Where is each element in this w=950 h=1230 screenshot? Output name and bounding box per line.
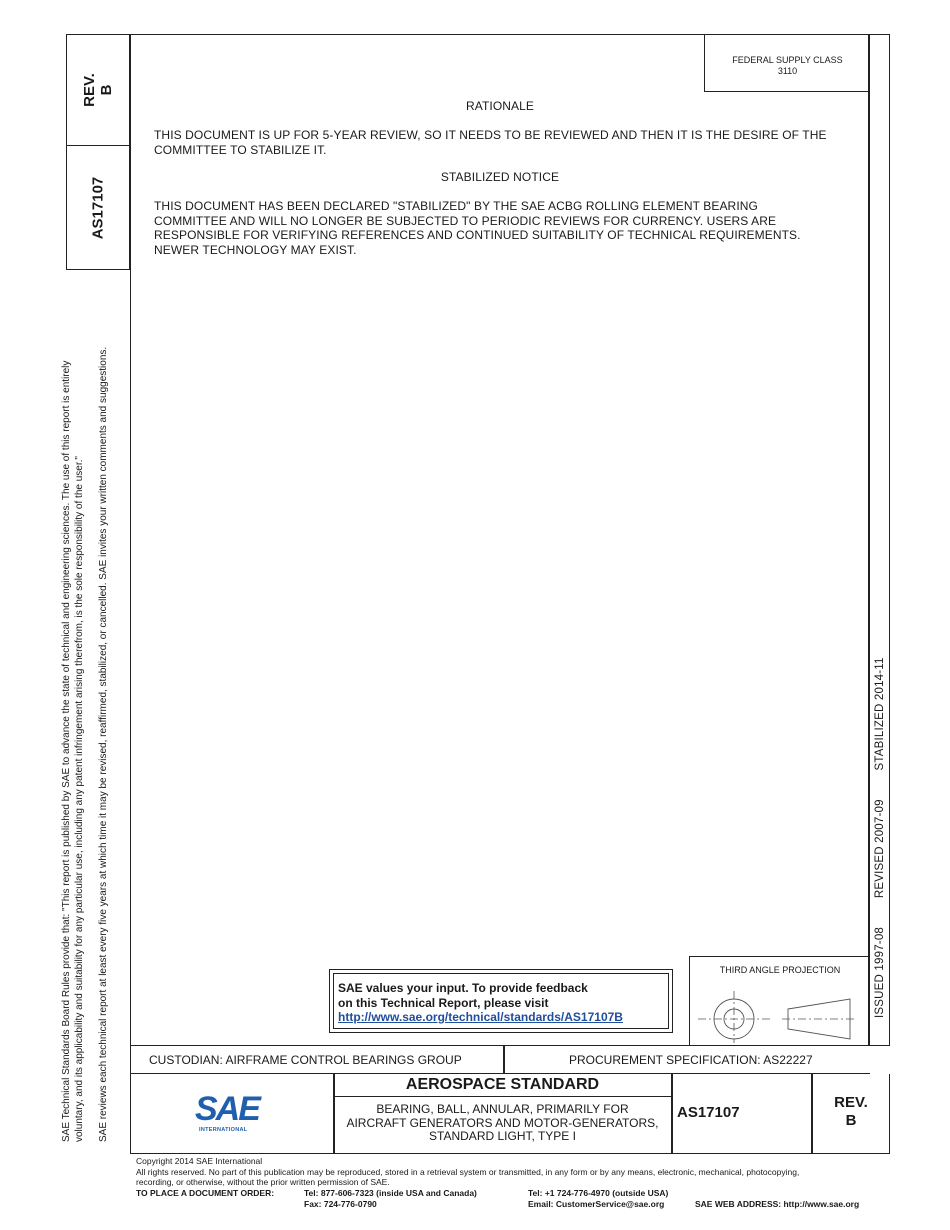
third-angle-projection-box [689,956,870,1046]
side-rev-value: B [98,84,115,96]
side-doc-number: AS17107 [89,176,107,239]
rationale-line: COMMITTEE TO STABILIZE IT. [154,142,327,157]
document-frame [130,34,890,1046]
feedback-box [329,969,673,1033]
projection-symbol-icon [690,979,870,1045]
side-review-notice: SAE reviews each technical report at least every five years at which time it may be revised, reaffirmed, stabilized, or cancelled. SAE invites your written comments and suggestions. [98,346,109,1142]
title-rev [812,1094,890,1130]
feedback-link[interactable]: http://www.sae.org/technical/standards/AS17107B [338,1010,623,1024]
title-line: STANDARD LIGHT, TYPE I [429,1129,576,1143]
order-label: TO PLACE A DOCUMENT ORDER: [136,1188,275,1198]
rights-line: All rights reserved. No part of this publication may be reproduced, stored in a retrieval system or transmitted, in any form or by any means, electronic, mechanical, photocopying, [136,1166,800,1177]
issued-date: ISSUED 1997-08 [874,926,886,1018]
notice-line: THIS DOCUMENT HAS BEEN DECLARED "STABILIZED" BY THE SAE ACBG ROLLING ELEMENT BEARING [154,199,758,213]
procurement-spec: PROCUREMENT SPECIFICATION: AS22227 [569,1053,813,1067]
sae-logo-cell [131,1074,333,1153]
revised-date: REVISED 2007-09 [874,799,886,899]
title-line: BEARING, BALL, ANNULAR, PRIMARILY FOR [376,1102,629,1116]
stabilized-date: STABILIZED 2014-11 [874,657,886,771]
side-disclaimer-line2: voluntary, and its applicability and suitability for any particular use, including any patent infringement arising therefrom, is the sole responsibility of the user." [74,456,85,1142]
title-line: AIRCRAFT GENERATORS AND MOTOR-GENERATORS, [346,1115,659,1130]
side-rev [81,73,115,107]
title-block [130,1074,890,1154]
sae-logo-sub: INTERNATIONAL [199,1127,248,1133]
email[interactable]: Email: CustomerService@sae.org [528,1198,665,1209]
rationale-text [154,128,827,157]
fax: Fax: 724-776-0790 [304,1198,377,1209]
document-category: AEROSPACE STANDARD [334,1074,671,1097]
rationale-line: THIS DOCUMENT IS UP FOR 5-YEAR REVIEW, SO IT NEEDS TO BE REVIEWED AND THEN IT IS THE DESIRE OF THE [154,128,827,142]
document-title [334,1103,671,1144]
side-rev-label: REV. [81,73,98,107]
side-doc-number-box [66,146,130,270]
rights-line: recording, or otherwise, without the prior written permission of SAE. [136,1177,390,1187]
order-phones-usa [304,1188,477,1209]
side-rev-box [66,34,130,146]
custodian-row [130,1046,870,1074]
notice-line: NEWER TECHNOLOGY MAY EXIST. [154,242,357,257]
order-phones-outside [528,1188,668,1209]
federal-supply-class-value: 3110 [777,66,798,76]
feedback-line1: SAE values your input. To provide feedback [338,981,588,995]
notice-line: COMMITTEE AND WILL NO LONGER BE SUBJECTED TO PERIODIC REVIEWS FOR CURRENCY. USERS ARE [154,213,777,228]
title-doc-number: AS17107 [677,1104,740,1121]
third-angle-projection-label: THIRD ANGLE PROJECTION [719,965,841,975]
feedback-line2: on this Technical Report, please visit [338,995,549,1010]
side-disclaimer-line1: SAE Technical Standards Board Rules provide that: "This report is published by SAE to advance the state of technical and engineering sciences. The use of this report is entirely [61,360,72,1142]
federal-supply-class-box [704,34,870,92]
stabilized-notice-heading: STABILIZED NOTICE [440,170,560,184]
footer [136,1156,799,1188]
stabilized-notice-text [154,199,801,257]
copyright: Copyright 2014 SAE International [136,1156,263,1166]
title-rev-value: B [845,1112,857,1129]
web-address[interactable]: SAE WEB ADDRESS: http://www.sae.org [695,1198,860,1209]
custodian: CUSTODIAN: AIRFRAME CONTROL BEARINGS GROUP [149,1053,462,1067]
rationale-heading: RATIONALE [465,99,535,113]
tel-outside: Tel: +1 724-776-4970 (outside USA) [528,1188,669,1198]
federal-supply-class-label: FEDERAL SUPPLY CLASS [732,55,843,65]
notice-line: RESPONSIBLE FOR VERIFYING REFERENCES AND CONTINUED SUITABILITY OF TECHNICAL REQUIREMENTS. [154,228,801,242]
title-rev-label: REV. [834,1094,868,1111]
tel-usa: Tel: 877-606-7323 (inside USA and Canada) [304,1188,477,1198]
date-strip-divider [868,34,870,1046]
sae-logo-icon: SAE [195,1090,259,1128]
document-dates [874,657,886,1018]
